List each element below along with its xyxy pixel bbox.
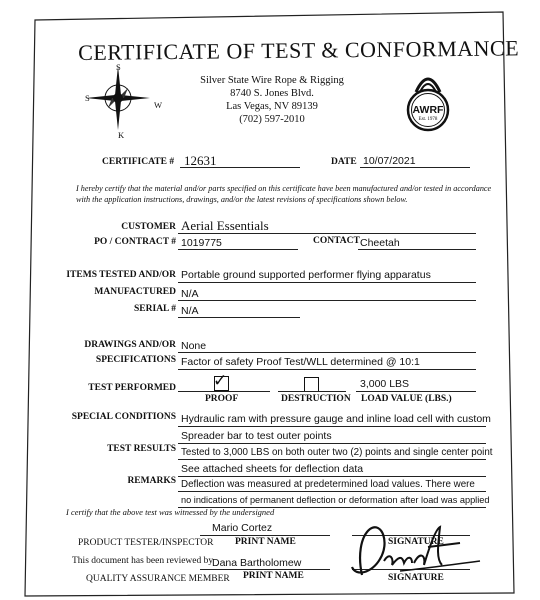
drawings-line [178, 352, 476, 353]
tester-signature-label: SIGNATURE [388, 537, 444, 547]
company-name: Silver State Wire Rope & Rigging [200, 75, 344, 86]
destruction-label: DESTRUCTION [281, 394, 351, 404]
load-value-line [356, 391, 476, 392]
remarks-rule1 [178, 491, 486, 492]
items-tested-label: ITEMS TESTED AND/OR [66, 270, 176, 280]
seal-since: Est. 1978 [418, 117, 438, 122]
specifications-line [178, 369, 476, 370]
tester-print-name-label: PRINT NAME [235, 537, 296, 547]
date-label: DATE [331, 157, 357, 167]
customer-label: CUSTOMER [121, 222, 176, 232]
contact-value: Cheetah [360, 237, 400, 249]
qa-print-name-label: PRINT NAME [243, 571, 304, 581]
manufactured-line [178, 300, 476, 301]
special-conditions-line2: Spreader bar to test outer points [181, 430, 332, 442]
tester-role-label: PRODUCT TESTER/INSPECTOR [78, 538, 214, 548]
compass-east-label: W [154, 100, 163, 110]
compass-south-label: K [118, 130, 125, 140]
load-value: 3,000 LBS [360, 378, 410, 390]
test-results-label: TEST RESULTS [107, 444, 176, 454]
customer-value: Aerial Essentials [181, 218, 269, 233]
destruction-checkbox[interactable] [304, 377, 319, 392]
drawings-value: None [181, 340, 207, 352]
contact-line [358, 249, 476, 250]
compass-logo-icon [82, 62, 154, 134]
certificate-number-value: 12631 [184, 153, 217, 168]
test-results-rule1 [178, 459, 486, 460]
qa-name: Dana Bartholomew [212, 557, 302, 569]
handwritten-signature-icon [340, 515, 490, 587]
remarks-label: REMARKS [127, 476, 176, 486]
company-street: 8740 S. Jones Blvd. [230, 88, 314, 99]
test-results-line2: See attached sheets for deflection data [181, 463, 364, 475]
serial-value: N/A [181, 305, 199, 317]
contact-label: CONTACT [313, 236, 360, 246]
special-conditions-rule1 [178, 426, 486, 427]
specifications-value: Factor of safety Proof Test/WLL determined @ 10:1 [181, 356, 420, 368]
special-conditions-rule2 [178, 443, 486, 444]
test-results-line1: Tested to 3,000 LBS on both outer two (2) points and single center point [181, 447, 493, 458]
seal-text: AWRF [412, 104, 444, 116]
destruction-line [278, 391, 346, 392]
tester-name: Mario Cortez [212, 522, 273, 534]
serial-line [178, 317, 300, 318]
po-contract-line [178, 249, 298, 250]
remarks-line2: no indications of permanent deflection or deformation after load was applied [181, 495, 490, 505]
customer-line [178, 233, 476, 234]
qa-role-label: QUALITY ASSURANCE MEMBER [86, 574, 230, 584]
qa-signature-label: SIGNATURE [388, 573, 444, 583]
company-phone: (702) 597-2010 [239, 114, 305, 125]
certificate-number-label: CERTIFICATE # [102, 157, 175, 167]
remarks-line1: Deflection was measured at predetermined load values. There were [181, 479, 475, 490]
serial-label: SERIAL # [134, 304, 176, 314]
proof-line [178, 391, 270, 392]
items-tested-line [178, 282, 476, 283]
special-conditions-line1: Hydraulic ram with pressure gauge and inline load cell with custom [181, 413, 491, 425]
test-performed-label: TEST PERFORMED [88, 383, 176, 393]
load-value-label: LOAD VALUE (LBS.) [361, 394, 452, 404]
proof-label: PROOF [205, 394, 239, 404]
qa-name-line [200, 569, 330, 570]
compass-west-label: S [85, 93, 90, 103]
specifications-label: SPECIFICATIONS [95, 355, 176, 365]
tester-name-line [200, 535, 330, 536]
items-tested-value: Portable ground supported performer flying apparatus [181, 269, 431, 281]
awrf-seal-icon [398, 70, 458, 132]
qa-reviewed-text: This document has been reviewed by [72, 556, 214, 566]
certify-statement: I hereby certify that the material and/or parts specified on this certificate have been manufactured and/or tested in accordance with the application instructions, drawings, and/or the latest revisions of specifications shown below. [76, 184, 492, 204]
date-line [360, 167, 470, 168]
special-conditions-label: SPECIAL CONDITIONS [71, 412, 176, 422]
proof-checkmark-icon: ✓ [213, 371, 228, 391]
company-city: Las Vegas, NV 89139 [226, 101, 318, 112]
po-contract-value: 1019775 [181, 237, 222, 249]
witness-statement: I certify that the above test was witnessed by the undersigned [66, 507, 275, 517]
test-results-rule2 [178, 476, 486, 477]
certificate-number-line [180, 167, 300, 168]
document-title: CERTIFICATE OF TEST & CONFORMANCE [78, 35, 520, 65]
drawings-label: DRAWINGS AND/OR [84, 340, 176, 350]
manufactured-value: N/A [181, 288, 199, 300]
po-contract-label: PO / CONTRACT # [94, 237, 176, 247]
manufactured-label: MANUFACTURED [94, 287, 176, 297]
date-value: 10/07/2021 [363, 155, 416, 167]
compass-north-label: S [116, 62, 121, 72]
